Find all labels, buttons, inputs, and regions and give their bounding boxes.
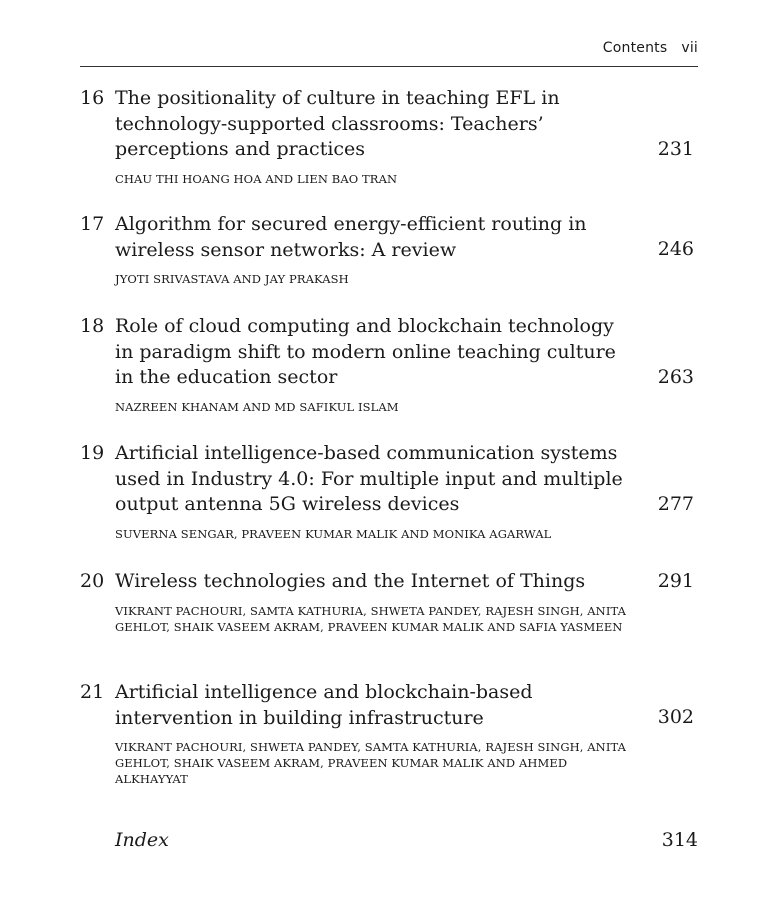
index-page: 314 <box>661 829 698 851</box>
header-page-number: vii <box>681 40 698 56</box>
index-label[interactable]: Index <box>115 829 169 851</box>
chapter-number: 19 <box>80 442 105 464</box>
chapter-title[interactable]: Wireless technologies and the Internet of Things <box>115 570 586 592</box>
toc-entry-18[interactable] <box>80 314 698 415</box>
chapter-page: 291 <box>657 570 694 592</box>
chapter-page: 263 <box>657 366 694 388</box>
toc-entry-index[interactable] <box>115 828 698 853</box>
chapter-page: 231 <box>657 138 694 160</box>
toc-entry-20[interactable] <box>80 569 698 635</box>
chapter-page: 302 <box>657 706 694 728</box>
chapter-title[interactable]: Role of cloud computing and blockchain technology in paradigm shift to modern online teaching culture in the education sector <box>115 315 616 388</box>
chapter-number: 18 <box>80 315 105 337</box>
chapter-number: 20 <box>80 570 105 592</box>
chapter-authors: VIKRANT PACHOURI, SHWETA PANDEY, SAMTA KATHURIA, RAJESH SINGH, ANITA GEHLOT, SHAIK VASEEM AKRAM, PRAVEEN KUMAR MALIK AND AHMED ALKHAYYAT <box>115 740 627 786</box>
toc-entry-16[interactable] <box>80 86 698 187</box>
chapter-title[interactable]: Algorithm for secured energy-efficient routing in wireless sensor networks: A review <box>115 213 587 261</box>
chapter-authors: NAZREEN KHANAM AND MD SAFIKUL ISLAM <box>115 399 399 414</box>
chapter-title[interactable]: The positionality of culture in teaching EFL in technology-supported classrooms: Teachers’ perceptions and practices <box>115 87 560 160</box>
chapter-number: 16 <box>80 87 105 109</box>
chapter-title[interactable]: Artificial intelligence-based communication systems used in Industry 4.0: For multiple input and multiple output antenna 5G wireless devices <box>115 442 623 515</box>
chapter-number: 17 <box>80 213 105 235</box>
chapter-page: 277 <box>657 493 694 515</box>
chapter-number: 21 <box>80 681 105 703</box>
toc-entry-19[interactable] <box>80 441 698 542</box>
toc-entry-21[interactable] <box>80 680 698 787</box>
header-title: Contents <box>602 40 668 56</box>
chapter-authors: SUVERNA SENGAR, PRAVEEN KUMAR MALIK AND MONIKA AGARWAL <box>115 526 552 541</box>
chapter-authors: CHAU THI HOANG HOA AND LIEN BAO TRAN <box>115 171 398 186</box>
chapter-authors: JYOTI SRIVASTAVA AND JAY PRAKASH <box>115 272 349 286</box>
chapter-authors: VIKRANT PACHOURI, SAMTA KATHURIA, SHWETA PANDEY, RAJESH SINGH, ANITA GEHLOT, SHAIK VASEEM AKRAM, PRAVEEN KUMAR MALIK AND SAFIA YASMEEN <box>115 603 627 634</box>
toc-entry-17[interactable] <box>80 212 698 287</box>
chapter-page: 246 <box>657 238 694 260</box>
running-header <box>80 40 698 67</box>
chapter-title[interactable]: Artificial intelligence and blockchain-based intervention in building infrastructure <box>115 681 533 729</box>
